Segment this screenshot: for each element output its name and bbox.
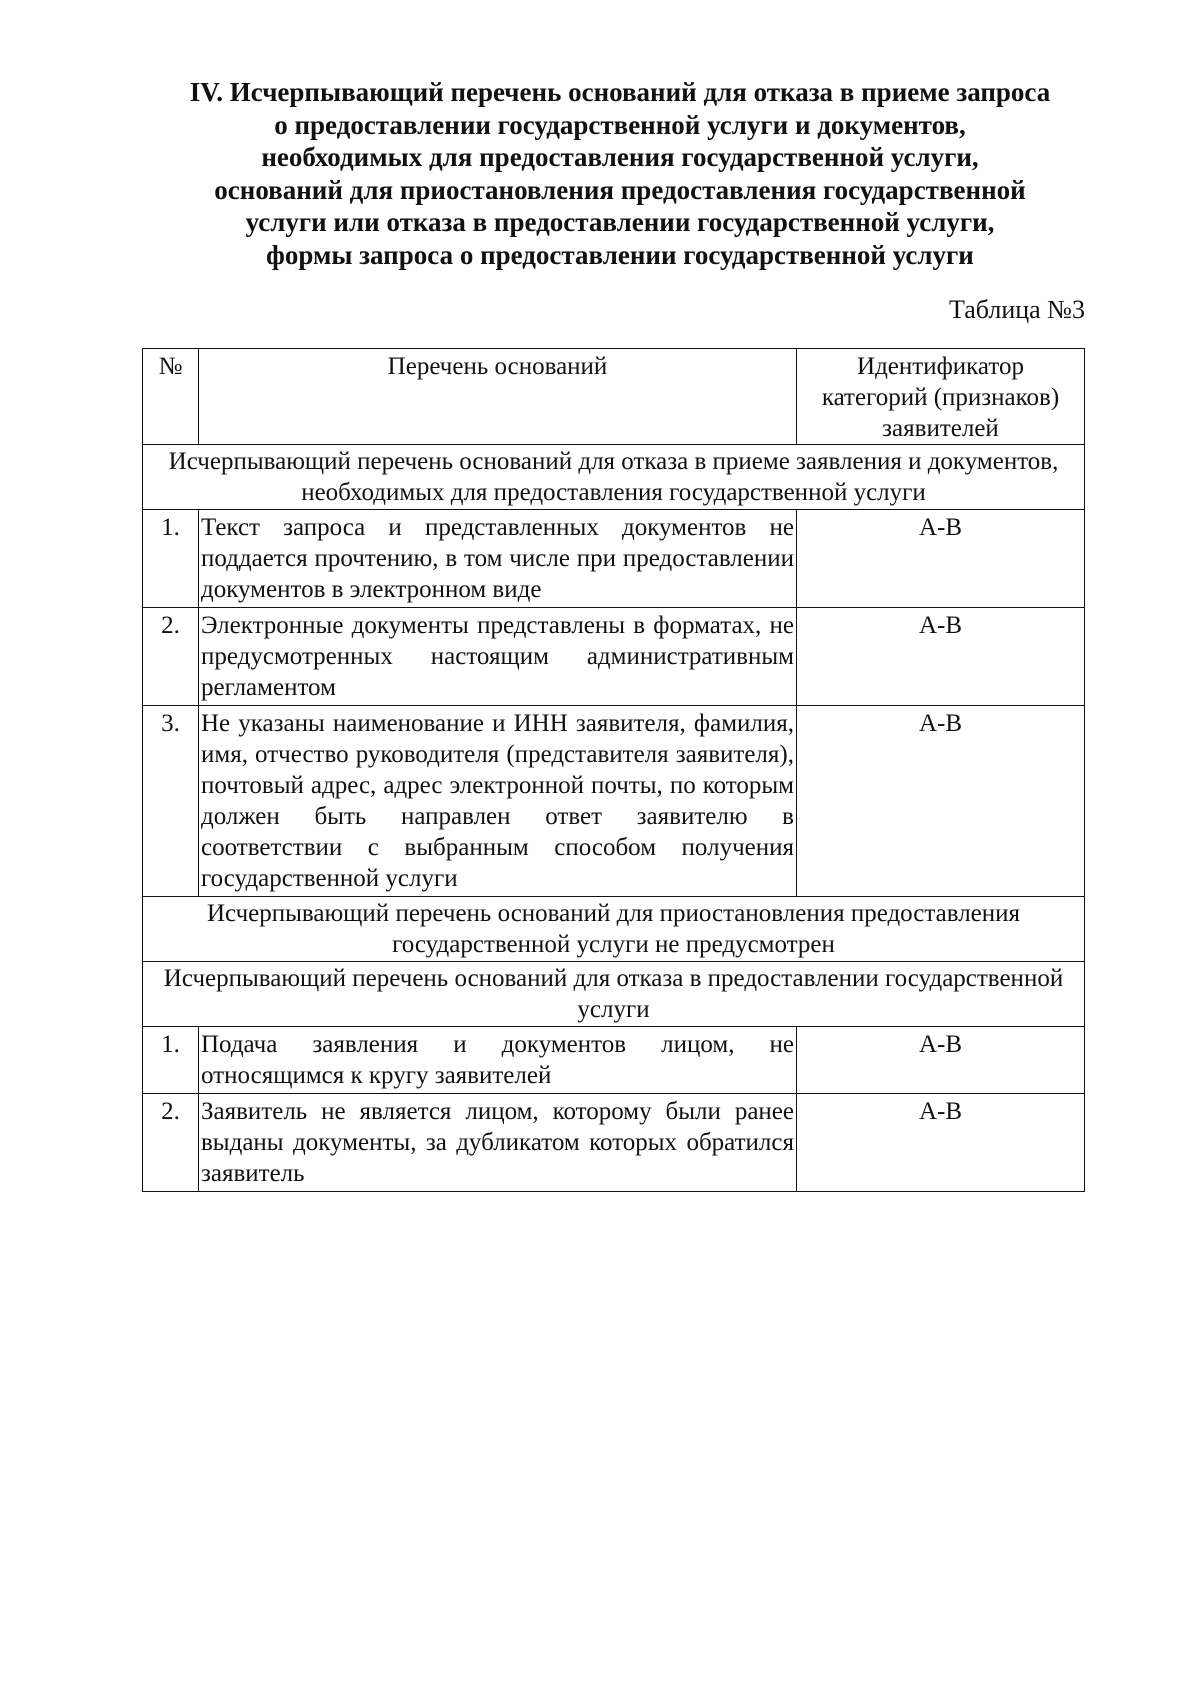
header-grounds: Перечень оснований [199,349,797,445]
heading-line: формы запроса о предоставлении государственной услуги [266,239,974,270]
row-identifier: А-В [797,1027,1085,1094]
heading-line: о предоставлении государственной услуги и документов, [274,109,966,140]
heading-line: необходимых для предоставления государственной услуги, [261,142,979,172]
table-header-row [143,349,1085,445]
header-identifier [797,349,1085,445]
row-text: Подача заявления и документов лицом, не относящимся к кругу заявителей [199,1027,797,1094]
table-row [143,1094,1085,1192]
row-number: 1. [143,1027,199,1094]
section-title-refusal-service: Исчерпывающий перечень оснований для отказа в предоставлении государственной услуги [143,962,1085,1027]
grounds-table [142,348,1085,1192]
row-identifier: А-В [797,706,1085,897]
table-row [143,706,1085,897]
row-number: 2. [143,608,199,706]
table-row [143,510,1085,608]
section-title-refusal-acceptance: Исчерпывающий перечень оснований для отказа в приеме заявления и документов, необходимых для предоставления государственной услуги [143,445,1085,510]
row-number: 2. [143,1094,199,1192]
document-heading [150,76,1090,271]
heading-line: IV. Исчерпывающий перечень оснований для отказа в приеме запроса [189,77,1051,107]
row-identifier: А-В [797,510,1085,608]
table-label: Таблица №3 [948,295,1085,324]
table-row [143,1027,1085,1094]
section-row [143,962,1085,1027]
row-text: Заявитель не является лицом, которому были ранее выданы документы, за дубликатом которых обратился заявитель [199,1094,797,1192]
table-row [143,608,1085,706]
section-title-suspension: Исчерпывающий перечень оснований для приостановления предоставления государственной услуги не предусмотрен [143,897,1085,962]
header-identifier-line: заявителей [882,415,999,442]
row-text: Электронные документы представлены в форматах, не предусмотренных настоящим административным регламентом [199,608,797,706]
row-text: Текст запроса и представленных документов не поддается прочтению, в том числе при предоставлении документов в электронном виде [199,510,797,608]
heading-line: услуги или отказа в предоставлении государственной услуги, [245,207,995,237]
row-text: Не указаны наименование и ИНН заявителя, фамилия, имя, отчество руководителя (представителя заявителя), почтовый адрес, адрес электронной почты, по которым должен быть направлен ответ заявителю в соответствии с выбранным способом получения государственной услуги [199,706,797,897]
section-row [143,445,1085,510]
section-row [143,897,1085,962]
row-number: 1. [143,510,199,608]
header-number: № [143,349,199,445]
row-identifier: А-В [797,1094,1085,1192]
heading-line: оснований для приостановления предоставления государственной [214,174,1026,205]
header-identifier-line: категорий (признаков) [821,384,1060,411]
header-identifier-line: Идентификатор [857,353,1024,380]
row-number: 3. [143,706,199,897]
row-identifier: А-В [797,608,1085,706]
